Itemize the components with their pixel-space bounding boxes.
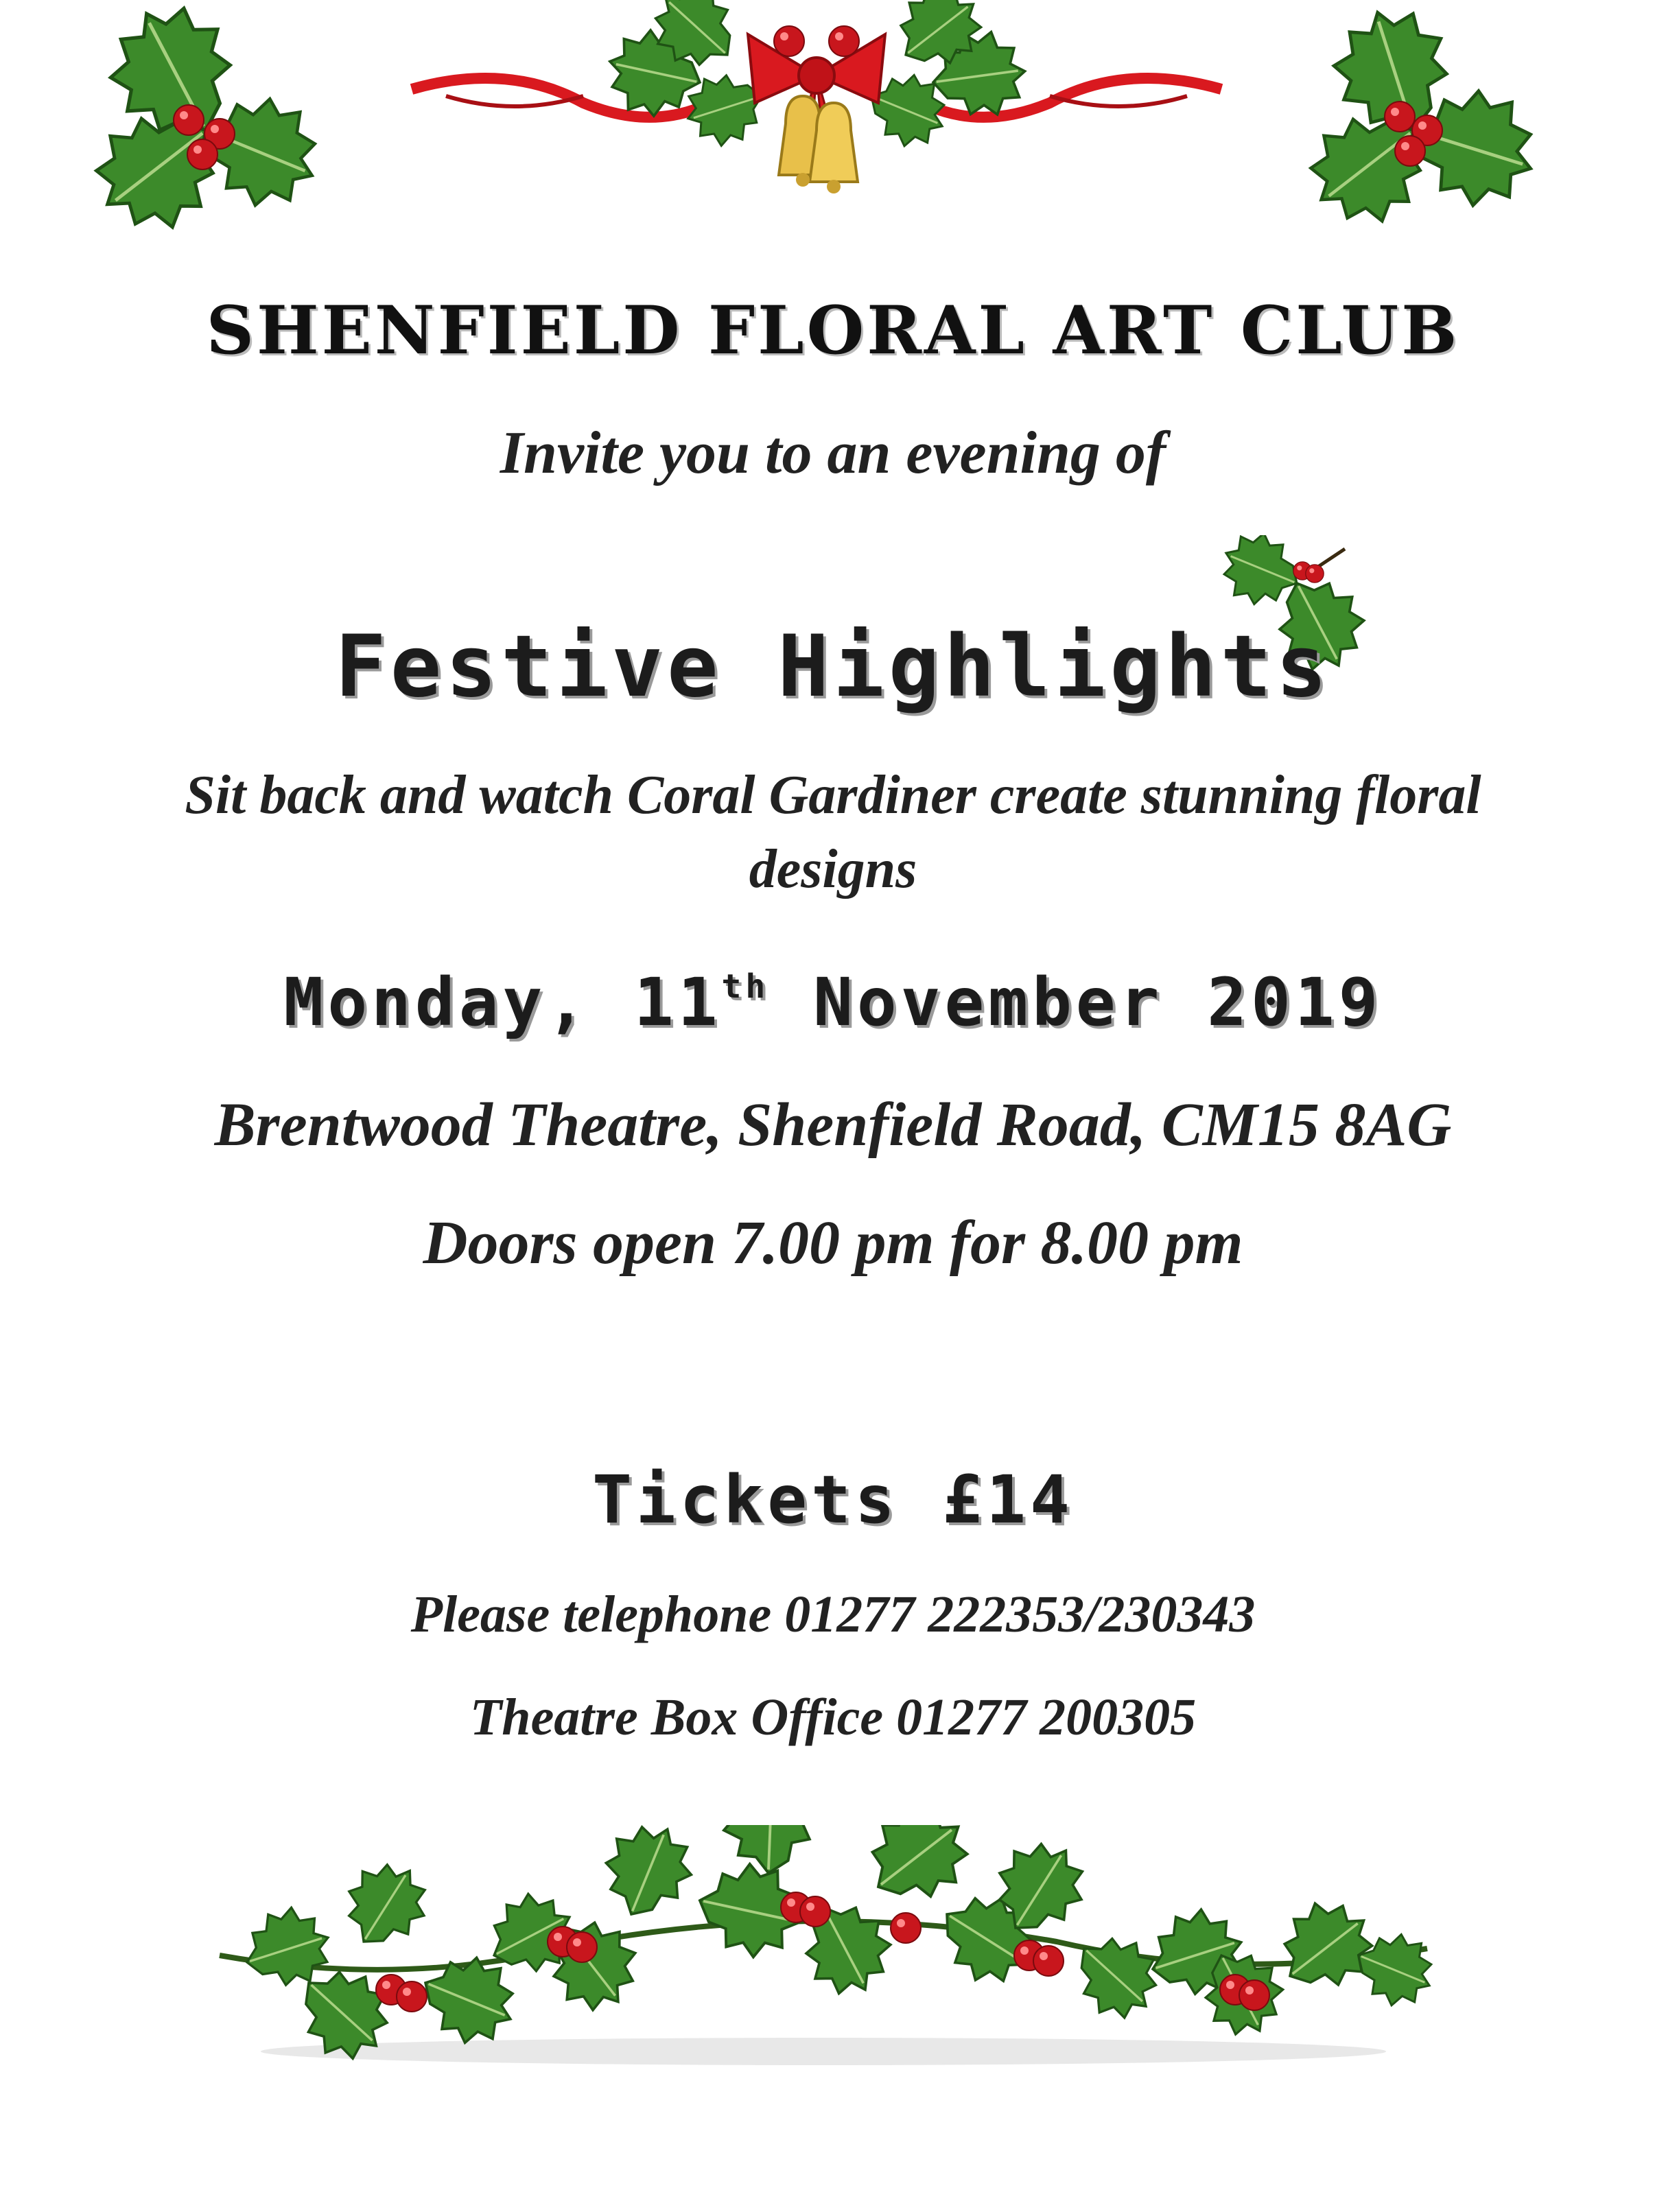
box-office: Theatre Box Office 01277 200305 <box>469 1689 1197 1746</box>
ribbon-bells-icon <box>405 0 1228 213</box>
description-line-2: designs <box>749 839 917 899</box>
event-description <box>0 758 1666 906</box>
holly-garland-icon <box>206 1825 1441 2086</box>
invite-line: Invite you to an evening of <box>500 420 1166 486</box>
event-title: Festive Highlights <box>335 617 1331 716</box>
event-date <box>0 964 1666 1041</box>
date-ordinal: th <box>721 967 770 1006</box>
holly-corner-right-icon <box>1276 0 1578 233</box>
holly-corner-left-icon <box>55 0 357 247</box>
date-prefix: Monday, 11 <box>283 964 722 1041</box>
description-line-1: Sit back and watch Coral Gardiner create stunning floral <box>185 765 1481 825</box>
event-doors: Doors open 7.00 pm for 8.00 pm <box>423 1209 1243 1277</box>
event-venue: Brentwood Theatre, Shenfield Road, CM15 8AG <box>214 1091 1452 1159</box>
ticket-price: Tickets £14 <box>592 1461 1074 1538</box>
club-name: SHENFIELD FLORAL ART CLUB <box>206 292 1460 369</box>
ticket-phone: Please telephone 01277 222353/230343 <box>410 1586 1256 1643</box>
date-rest: November 2019 <box>769 964 1383 1041</box>
